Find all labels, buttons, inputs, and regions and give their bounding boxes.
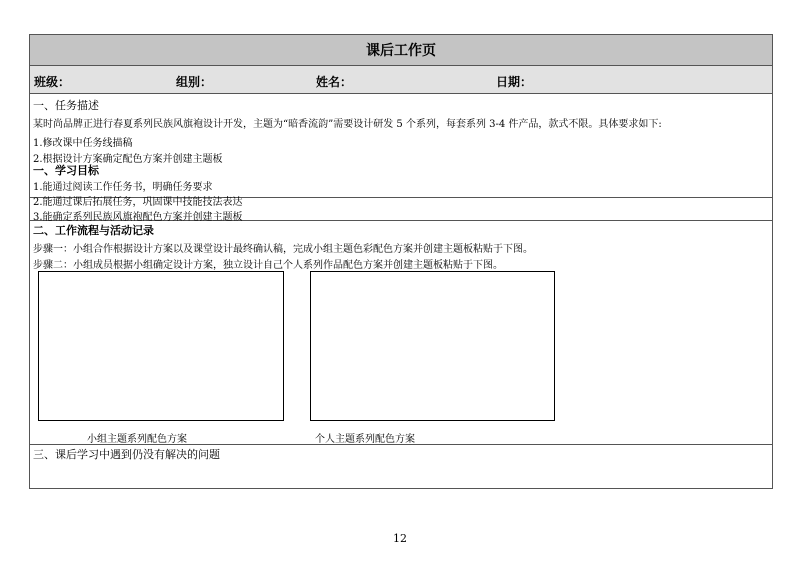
group-color-scheme-caption: 小组主题系列配色方案 [87,434,187,445]
workflow-heading: 二、工作流程与活动记录 [33,224,154,237]
goal-item-3: 3.能确定系列民族风旗袍配色方案并创建主题板 [33,212,243,223]
goal-item-1: 1.能通过阅读工作任务书，明确任务要求 [33,182,213,193]
page-number: 12 [393,532,407,545]
goal-item-2: 2.能通过课后拓展任务，巩固课中技能技法表达 [33,197,243,208]
class-label: 班级： [34,75,71,89]
info-row [30,66,772,94]
group-label: 组别： [176,75,213,89]
task-description: 某时尚品牌正进行春夏系列民族风旗袍设计开发，主题为“暗香流韵”需要设计研发 5 个系列，每套系列 3-4 件产品，款式不限。具体要求如下: [33,119,662,130]
name-label: 姓名： [316,75,353,89]
worksheet [29,34,773,489]
goals-heading: 一、学习目标 [33,164,99,177]
goals-section [30,161,772,221]
worksheet-title: 课后工作页 [30,35,772,66]
task-item-1: 1.修改课中任务线描稿 [33,138,133,149]
problems-heading: 三、课后学习中遇到仍没有解决的问题 [33,448,220,461]
task-heading: 一、任务描述 [33,99,99,112]
date-label: 日期： [496,75,533,89]
group-color-scheme-box [38,271,284,421]
task-item-2: 2.根据设计方案确定配色方案并创建主题板 [33,154,223,165]
workflow-step-2: 步骤二：小组成员根据小组确定设计方案，独立设计自己个人系列作品配色方案并创建主题板粘贴于下图。 [33,260,503,271]
personal-color-scheme-box [310,271,555,421]
personal-color-scheme-caption: 个人主题系列配色方案 [315,434,415,445]
problems-section [30,445,772,490]
workflow-step-1: 步骤一：小组合作根据设计方案以及课堂设计最终确认稿，完成小组主题色彩配色方案并创建主题板粘贴于下图。 [33,244,533,255]
workflow-section [30,221,772,445]
